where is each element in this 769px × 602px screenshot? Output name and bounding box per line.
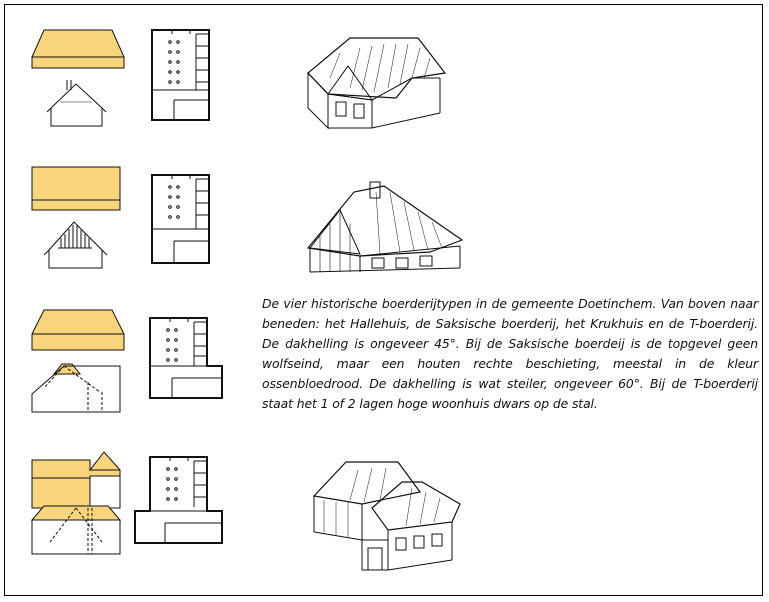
floor-plan-hallehuis [152, 30, 222, 126]
floor-plan-t-boerderij [135, 457, 245, 557]
sketch-hallehuis [300, 18, 450, 128]
gable-front-view-hallehuis [32, 72, 132, 132]
sketch-saksisch [300, 176, 470, 276]
gable-front-view-t-boerderij [32, 502, 132, 572]
floor-plan-krukhuis [150, 318, 240, 414]
farm-type-row-t-boerderij [0, 440, 769, 570]
farm-type-row-hallehuis [0, 0, 769, 130]
gable-front-view-saksisch [32, 212, 132, 272]
gable-front-view-krukhuis [32, 352, 132, 422]
farm-type-row-saksisch [0, 140, 769, 270]
floor-plan-saksisch [152, 175, 222, 271]
figure-caption: De vier historische boerderijtypen in de gemeente Doetinchem. Van boven naar beneden: het Hallehuis, de Saksische boerderij, het Krukhuis en de T-boerderij. De dakhelling is ongeveer 45°. Bij de Saksische boerdeij is de topgevel geen wolfseind, maar een houten rechte beschieting, meestal in de kleur ossenbloedrood. De dakhelling is wat steiler, ongeveer 60°. Bij de T-boerderij staat het 1 of 2 lagen hoge woonhuis dwars op de stal. [262, 296, 758, 411]
roof-top-view-saksisch [32, 167, 132, 217]
sketch-t-boerderij [302, 460, 472, 580]
